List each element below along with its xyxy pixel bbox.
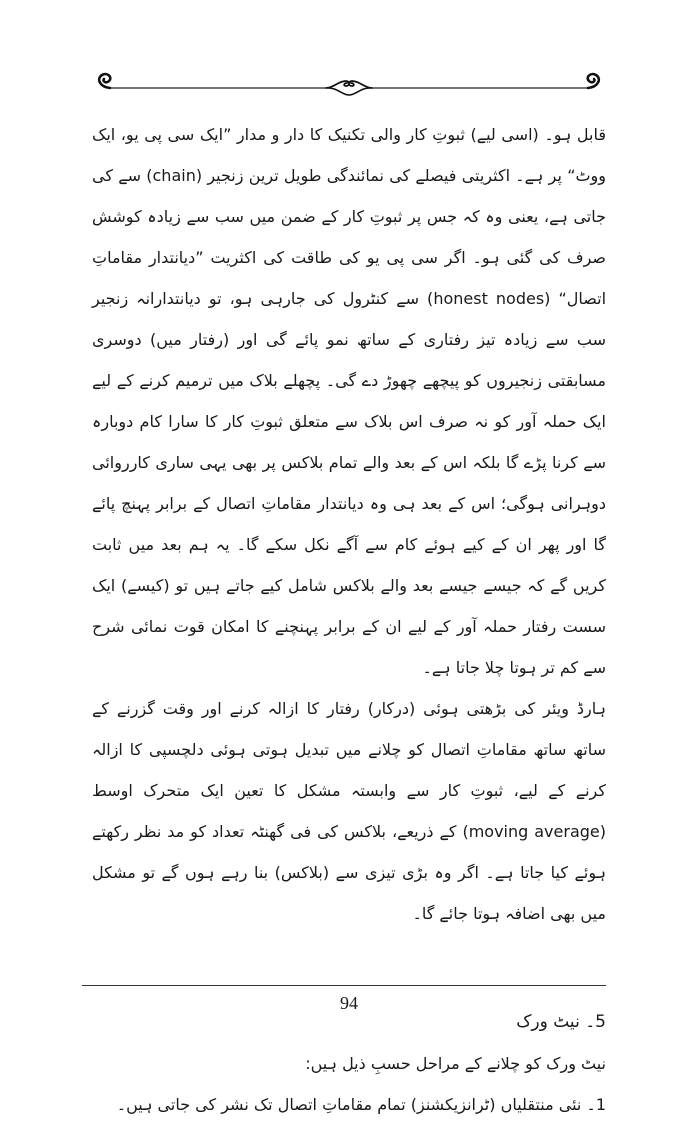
body-paragraph-1: قابل ہو۔ (اسی لیے) ثبوتِ کار والی تکنیک کا دار و مدار ”ایک سی پی یو، ایک ووٹ“ پر ہے۔ اکثریتی فیصلے کی نمائندگی طویل ترین زنجیر (chain) سے کی جاتی ہے، یعنی وہ کہ جس پر ثبوتِ کار کے ضمن میں سب سے زیادہ کوشش صرف کی گئی ہو۔ اگر سی پی یو کی طاقت کی اکثریت ”دیانتدار مقاماتِ اتصال“ (honest nodes) سے کنٹرول کی جارہی ہو، تو دیانتدارانہ زنجیر سب سے زیادہ تیز رفتاری کے ساتھ نمو پائے گی اور (رفتار میں) دوسری مسابقتی زنجیروں کو پیچھے چھوڑ دے گی۔ پچھلے بلاک میں ترمیم کرنے کے لیے ایک حملہ آور کو نہ صرف اس بلاک سے متعلق ثبوتِ کار کا سارا کام دوبارہ سے کرنا پڑے گا بلکہ اس کے بعد والے تمام بلاکس پر بھی یہی ساری کارروائی دوہرانی ہوگی؛ اس کے بعد ہی وہ دیانتدار مقاماتِ اتصال کے برابر پہنچ پائے گا اور پھر ان کے کیے ہوئے کام سے آگے نکل سکے گا۔ یہ ہم بعد میں ثابت کریں گے کہ جیسے جیسے بعد والے بلاکس شامل کیے جاتے ہیں تو (کیسے) ایک سست رفتار حملہ آور کے لیے ان کے برابر پہنچنے کا امکان قوت نمائی شرح سے کم تر ہوتا چلا جاتا ہے۔: [92, 125, 607, 677]
ornament-divider-icon: [88, 70, 610, 104]
body-paragraph-2: ہارڈ ویئر کی بڑھتی ہوئی (درکار) رفتار کا ازالہ کرنے اور وقت گزرنے کے ساتھ ساتھ مقاماتِ اتصال کو چلانے میں تبدیل ہوتی ہوئی دلچسپی کا ازالہ کرنے کے لیے، ثبوتِ کار سے وابستہ مشکل کا تعین ایک متحرک اوسط (moving average) کے ذریعے، بلاکس کی فی گھنٹہ تعداد کو مد نظر رکھتے ہوئے کیا جاتا ہے۔ اگر وہ بڑی تیزی سے (بلاکس) بنا رہے ہوں گے تو مشکل میں بھی اضافہ ہوتا جائے گا۔: [92, 699, 607, 923]
list-item-step-1: 1۔ نئی منتقلیاں (ٹرانزیکشنز) تمام مقاماتِ اتصال تک نشر کی جاتی ہیں۔: [116, 1095, 606, 1114]
header-ornament: [88, 70, 610, 104]
section-spacer: [92, 934, 606, 1002]
page-body: [92, 114, 606, 1125]
page-number: 94: [340, 993, 358, 1013]
footer-rule: [82, 985, 606, 986]
section-intro: نیٹ ورک کو چلانے کے مراحل حسبِ ذیل ہیں:: [305, 1054, 606, 1073]
section-heading: 5۔ نیٹ ورک: [516, 1012, 606, 1032]
